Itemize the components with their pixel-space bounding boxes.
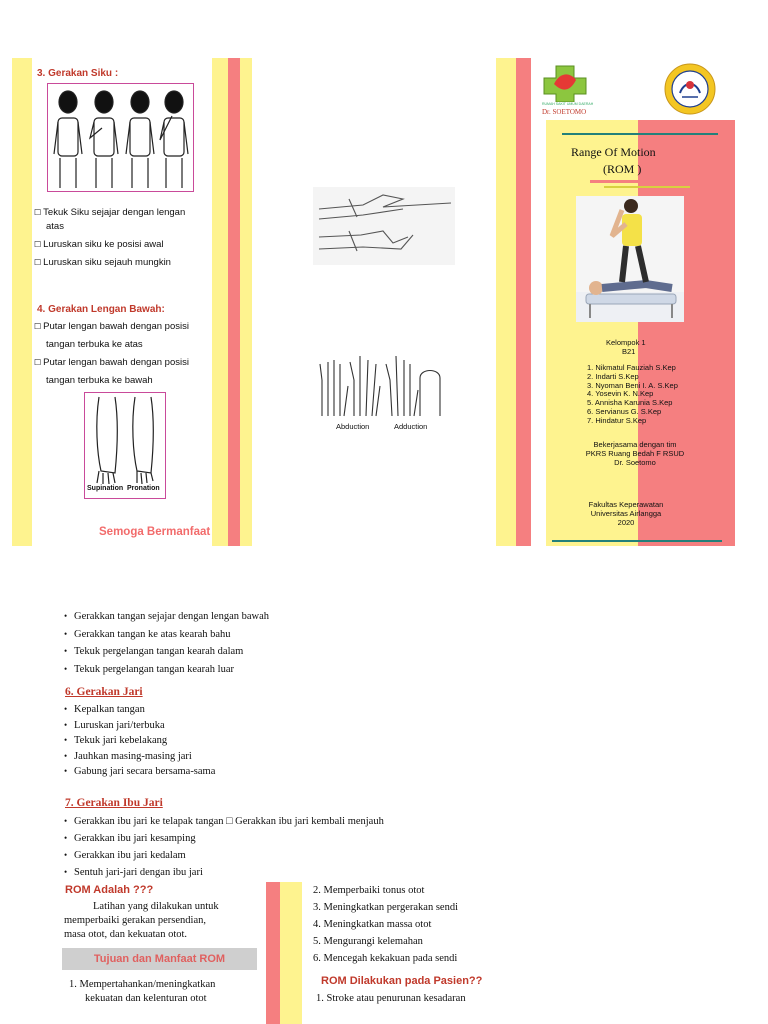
- checkbox-bullet-icon: ☐: [34, 322, 42, 331]
- purpose-heading: Tujuan dan Manfaat ROM: [62, 948, 257, 970]
- list-item: • Jauhkan masing-masing jari: [62, 749, 215, 765]
- rom-definition: Latihan yang dilakukan untuk memperbaiki gerakan persendian, masa otot, dan kekuatan otot.: [64, 901, 219, 940]
- finger-illustration: [316, 350, 446, 434]
- checkbox-bullet-icon: ☐: [34, 258, 42, 267]
- patients-item-1: 1. Stroke atau penurunan kesadaran: [316, 993, 466, 1004]
- list-item: ☐ Luruskan siku ke posisi awal: [34, 239, 164, 250]
- left-panel-yellow-stripe-2: [240, 58, 252, 546]
- page-two-yellow-stripe: [280, 882, 302, 1024]
- cover-title-line2: (ROM ): [603, 162, 642, 176]
- elbow-heading: 3. Gerakan Siku :: [37, 68, 119, 79]
- list-item: • Gerakkan ibu jari kesamping: [62, 830, 384, 847]
- member-item: 6. Servianus G. S.Kep: [587, 406, 662, 416]
- member-item: 5. Annisha Karunia S.Kep: [587, 398, 673, 408]
- cover-yellow-block: [546, 120, 638, 546]
- list-item: • Kepalkan tangan: [62, 702, 215, 718]
- list-item: 3. Meningkatkan pergerakan sendi: [313, 902, 459, 913]
- hospital-logo-name: Dr. SOETOMO: [542, 108, 587, 116]
- elbow-illustration: [47, 83, 194, 192]
- list-item: tangan terbuka ke bawah: [46, 375, 153, 386]
- left-panel-edge-stripe: [12, 58, 32, 546]
- cover-left-stripe: [496, 58, 516, 546]
- checkbox-bullet-icon: ☐: [34, 208, 42, 217]
- rom-heading: ROM Adalah ???: [65, 884, 154, 896]
- list-item: 6. Mencegah kekakuan pada sendi: [313, 953, 458, 964]
- thumb-list: [62, 813, 384, 881]
- member-item: 1. Nikmatul Fauziah S.Kep: [587, 363, 676, 372]
- hospital-logo-subtext: RUMAH SAKIT UMUM DAERAH: [542, 102, 594, 106]
- checkbox-bullet-icon: ☐: [34, 358, 42, 367]
- page-two-red-stripe: [266, 882, 280, 1024]
- elbow-list: [34, 204, 214, 272]
- finger-list: [62, 702, 215, 780]
- thumb-heading: 7. Gerakan Ibu Jari: [65, 797, 163, 809]
- cover-red-stripe: [516, 58, 531, 546]
- checkbox-bullet-icon: ☐: [34, 240, 42, 249]
- list-item: • Luruskan jari/terbuka: [62, 718, 215, 734]
- benefits-list: [313, 882, 458, 967]
- closing-text: Semoga Bermanfaat: [99, 526, 211, 538]
- partner-block: Bekerjasama dengan tim PKRS Ruang Bedah F RSUD Dr. Soetomo: [585, 440, 685, 467]
- list-item: atas: [46, 221, 64, 232]
- list-item: • Gerakkan ibu jari kedalam: [62, 847, 384, 864]
- list-item: • Gerakkan tangan ke atas kearah bahu: [62, 626, 269, 644]
- supination-label: Supination: [87, 485, 124, 492]
- list-item: 2. Memperbaiki tonus otot: [313, 885, 425, 896]
- wrist-illustration: [313, 187, 455, 265]
- purpose-item-1: 1. Mempertahankan/meningkatkan kekuatan dan kelenturan otot: [69, 979, 216, 1004]
- member-item: 2. Indarti S.Kep: [587, 371, 639, 381]
- list-item: 5. Mengurangi kelemahan: [313, 936, 423, 947]
- university-seal-icon: [664, 63, 716, 115]
- cover-title-rule-1: [590, 180, 690, 183]
- cover-top-rule: [562, 133, 718, 135]
- list-item: • Gerakkan ibu jari ke telapak tangan □ Gerakkan ibu jari kembali menjauh: [62, 813, 384, 830]
- list-item: • Gabung jari secara bersama-sama: [62, 764, 215, 780]
- left-panel-red-stripe: [228, 58, 240, 546]
- patients-heading: ROM Dilakukan pada Pasien??: [321, 975, 483, 987]
- member-item: 3. Nyoman Beni I. A. S.Kep: [587, 380, 678, 390]
- cover-photo: [576, 196, 684, 322]
- adduction-label: Adduction: [394, 422, 428, 431]
- member-list: [587, 364, 678, 426]
- cover-bottom-rule: [552, 540, 722, 542]
- hospital-logo: [540, 62, 594, 118]
- list-item: • Sentuh jari-jari dengan ibu jari: [62, 864, 384, 881]
- cover-red-block: [638, 120, 735, 546]
- list-item: • Tekuk pergelangan tangan kearah luar: [62, 661, 269, 679]
- list-item: tangan terbuka ke atas: [46, 339, 143, 350]
- finger-heading: 6. Gerakan Jari: [65, 686, 143, 698]
- forearm-heading: 4. Gerakan Lengan Bawah:: [37, 304, 165, 315]
- forearm-illustration: [84, 392, 166, 499]
- wrist-list: [62, 608, 269, 678]
- group-code: B21: [622, 347, 636, 356]
- group-label: Kelompok 1: [606, 338, 646, 347]
- faculty-block: Fakultas Keperawatan Universitas Airlangga 2020: [588, 500, 664, 527]
- forearm-list: [34, 318, 214, 390]
- cover-title-rule-2: [604, 186, 690, 188]
- list-item: ☐ Putar lengan bawah dengan posisi: [34, 357, 189, 368]
- list-item: 4. Meningkatkan massa otot: [313, 919, 432, 930]
- member-item: 4. Yosevin K. N.Kep: [587, 389, 654, 399]
- pronation-label: Pronation: [127, 485, 160, 492]
- cover-title-line1: Range Of Motion: [571, 145, 656, 159]
- abduction-label: Abduction: [336, 422, 370, 431]
- list-item: • Tekuk pergelangan tangan kearah dalam: [62, 643, 269, 661]
- list-item: • Gerakkan tangan sejajar dengan lengan bawah: [62, 608, 269, 626]
- list-item: ☐ Putar lengan bawah dengan posisi: [34, 321, 189, 332]
- list-item: • Tekuk jari kebelakang: [62, 733, 215, 749]
- left-panel-yellow-stripe: [212, 58, 228, 546]
- list-item: ☐ Tekuk Siku sejajar dengan lengan: [34, 207, 186, 218]
- member-item: 7. Hindatur S.Kep: [587, 415, 647, 425]
- list-item: ☐ Luruskan siku sejauh mungkin: [34, 257, 171, 268]
